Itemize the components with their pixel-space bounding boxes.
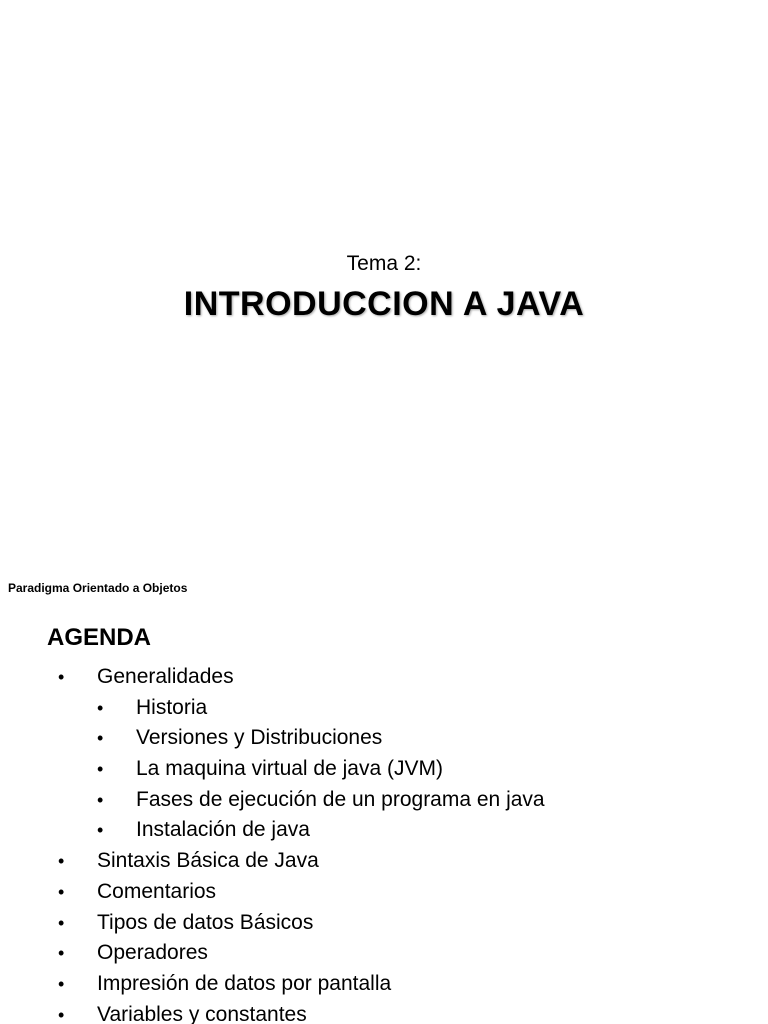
bullet-icon: • (58, 943, 65, 964)
agenda-item (0, 938, 768, 969)
agenda-item (0, 877, 768, 908)
slide-title: INTRODUCCION A JAVA (183, 285, 585, 323)
agenda-subitem (0, 693, 768, 724)
agenda-heading: AGENDA (47, 624, 152, 651)
bullet-icon: • (58, 912, 65, 933)
agenda-item-label: La maquina virtual de java (JVM) (136, 757, 443, 781)
agenda-item-label: Tipos de datos Básicos (97, 910, 314, 934)
title-slide (0, 250, 768, 326)
bullet-icon: • (58, 973, 65, 994)
agenda-item-label: Fases de ejecución de un programa en java (136, 787, 545, 811)
slide-subtitle: Tema 2: (346, 252, 422, 275)
agenda-item (0, 1000, 768, 1024)
bullet-icon: • (97, 697, 104, 718)
agenda-subitem (0, 754, 768, 785)
agenda-subitem (0, 815, 768, 846)
agenda-subitem (0, 785, 768, 816)
agenda-item (0, 969, 768, 1000)
bullet-icon: • (97, 789, 104, 810)
agenda-subitem (0, 723, 768, 754)
agenda-list (0, 662, 768, 1024)
bullet-icon: • (58, 881, 65, 902)
agenda-item (0, 908, 768, 939)
bullet-icon: • (97, 820, 104, 841)
agenda-item (0, 662, 768, 693)
agenda-item-label: Historia (136, 695, 208, 719)
course-footer: Paradigma Orientado a Objetos (8, 581, 188, 595)
agenda-item-label: Versiones y Distribuciones (136, 726, 383, 750)
bullet-icon: • (58, 1004, 65, 1024)
agenda-item-label: Comentarios (97, 879, 217, 903)
agenda-item-label: Operadores (97, 941, 208, 965)
agenda-item-label: Sintaxis Básica de Java (97, 849, 319, 873)
agenda-item-label: Instalación de java (136, 818, 310, 842)
agenda-item-label: Generalidades (97, 665, 234, 688)
bullet-icon: • (58, 851, 65, 872)
agenda-item-label: Impresión de datos por pantalla (97, 971, 392, 995)
bullet-icon: • (58, 667, 65, 687)
agenda-item-label: Variables y constantes (97, 1002, 307, 1024)
bullet-icon: • (97, 759, 104, 780)
agenda-item (0, 846, 768, 877)
bullet-icon: • (97, 728, 104, 749)
